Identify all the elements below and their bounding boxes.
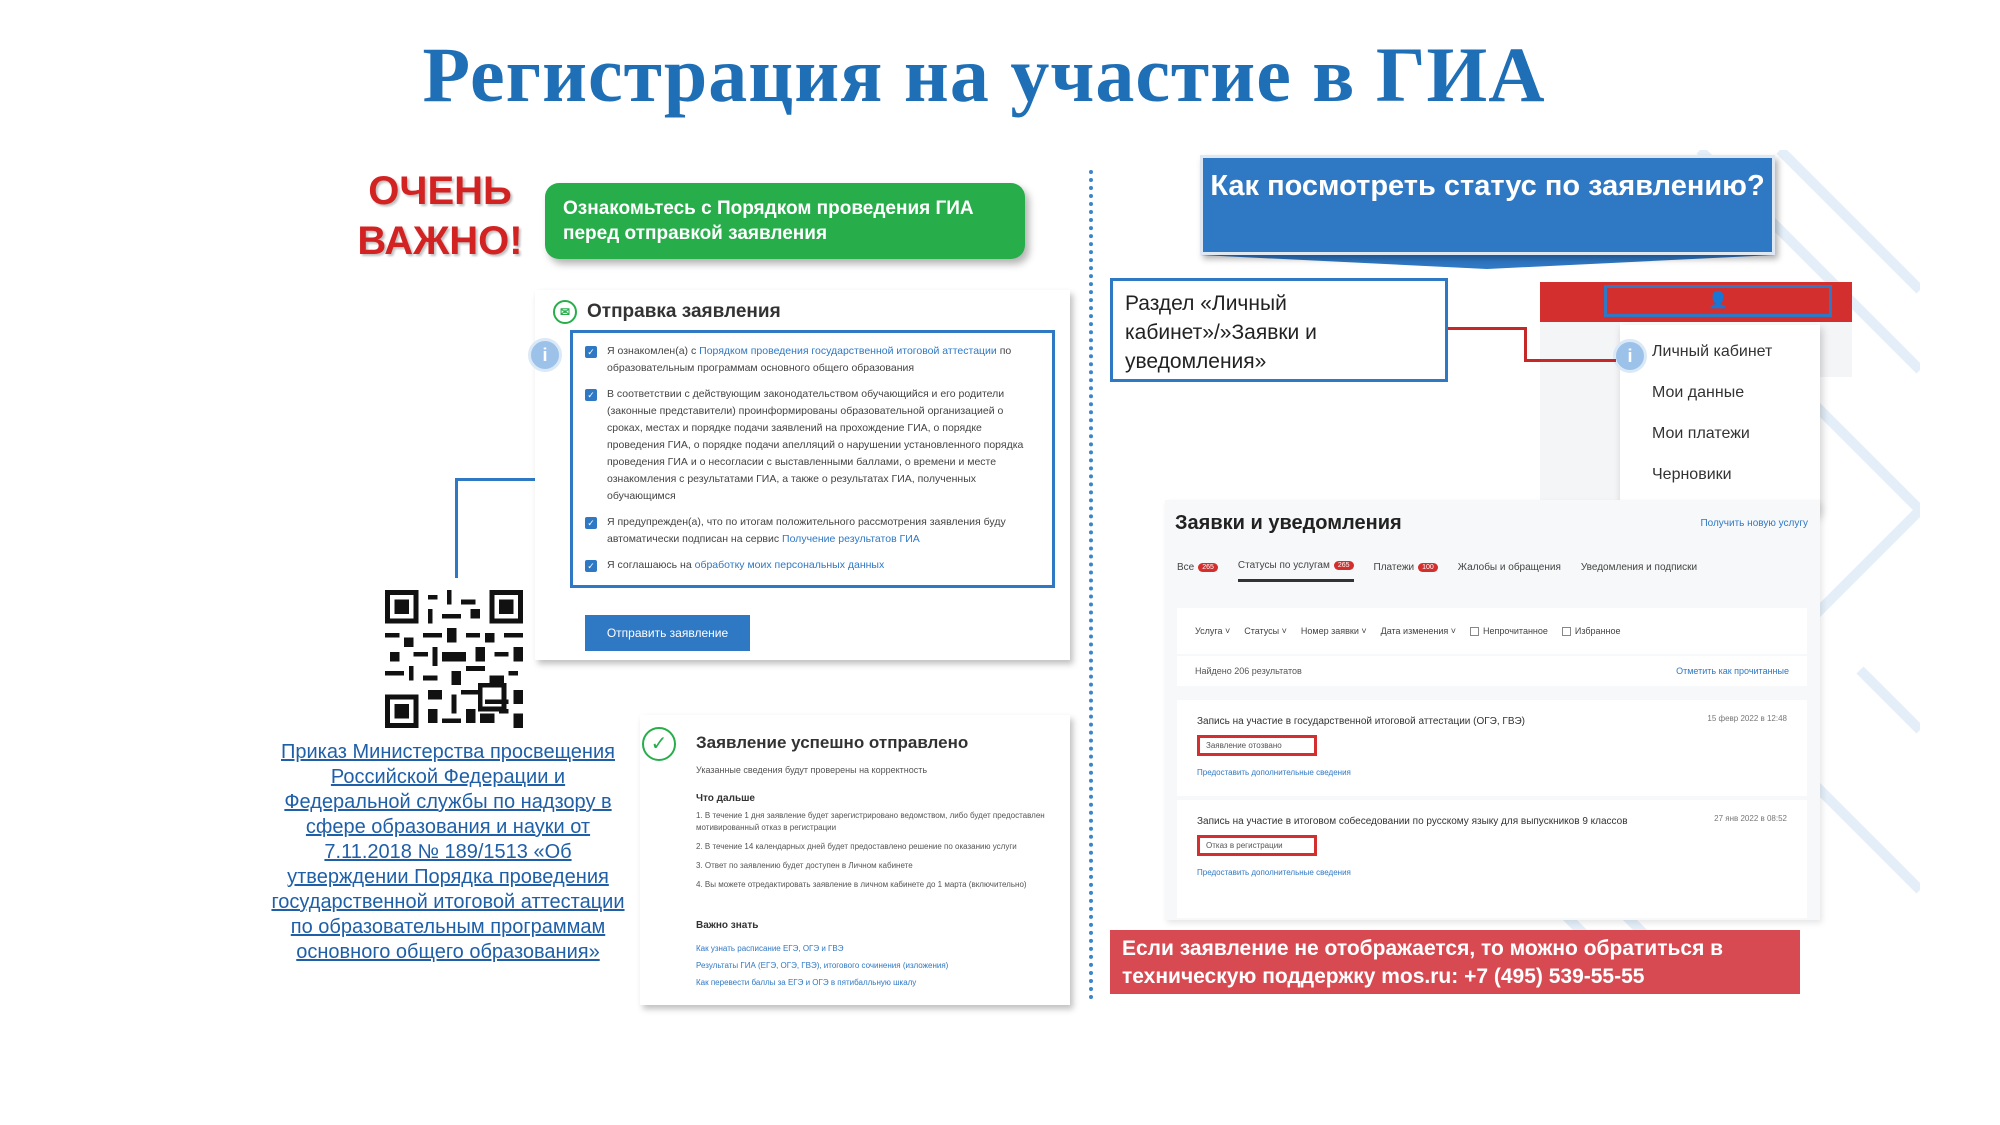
next-step: 1. В течение 1 дня заявление будет зарегистрировано ведомством, либо будет предоставлен мотивированный отказ в регистрации xyxy=(696,811,1045,832)
connector-line xyxy=(455,478,458,578)
info-link[interactable]: Как узнать расписание ЕГЭ, ОГЭ и ГВЭ xyxy=(696,944,844,953)
important-links xyxy=(696,940,948,991)
how-to-check-status-banner: Как посмотреть статус по заявлению? xyxy=(1200,155,1775,255)
checkbox-checked[interactable]: ✓ xyxy=(585,389,597,401)
what-next-heading: Что дальше xyxy=(696,793,755,804)
checkbox-checked[interactable]: ✓ xyxy=(585,346,597,358)
consent-item[interactable] xyxy=(585,557,1040,574)
info-link[interactable]: Результаты ГИА (ЕГЭ, ОГЭ, ГВЭ), итогового сочинения (изложения) xyxy=(696,961,949,970)
application-date: 27 янв 2022 в 08:52 xyxy=(1714,814,1787,823)
section-path-box: Раздел «Личный кабинет»/»Заявки и уведомления» xyxy=(1110,278,1448,382)
consent-item[interactable] xyxy=(585,386,1040,505)
consent-text: Я предупрежден(а), что по итогам положительного рассмотрения заявления буду автоматически подписан на сервис Получение результатов ГИА xyxy=(607,516,1006,545)
consent-text: В соответствии с действующим законодательством обучающийся и его родители (законные представители) проинформированы образовательной организацией о сроках, местах и порядке подачи заявлений на прохождение ГИА, о порядке проведения ГИА, о порядке подачи апелляций о нарушении установленного порядка проведения ГИА и о несогласии с выставленными баллами, о времени и месте ознакомления с результатами ГИА, а также о результатах ГИА, полученных обучающимся xyxy=(607,388,1024,502)
consent-text: Я ознакомлен(а) с Порядком проведения государственной итоговой аттестации по образовательным программам основного общего образования xyxy=(607,345,1012,374)
connector-line xyxy=(1448,327,1526,330)
slide-title: Регистрация на участие в ГИА xyxy=(422,31,1546,118)
tab-service-statuses[interactable]: Статусы по услугам 265 xyxy=(1238,560,1354,582)
application-date: 15 февр 2022 в 12:48 xyxy=(1707,714,1787,723)
connector-line xyxy=(1524,359,1616,362)
next-step: 4. Вы можете отредактировать заявление в личном кабинете до 1 марта (включительно) xyxy=(696,880,1027,889)
menu-item-drafts[interactable]: Черновики xyxy=(1652,466,1732,483)
read-procedure-banner: Ознакомьтесь с Порядком проведения ГИА перед отправкой заявления xyxy=(545,183,1025,259)
next-step: 2. В течение 14 календарных дней будет предоставлено решение по оказанию услуги xyxy=(696,842,1017,851)
application-card[interactable] xyxy=(1177,700,1807,796)
send-panel-title xyxy=(553,300,781,324)
applications-tabs xyxy=(1177,560,1697,582)
applications-panel xyxy=(1165,500,1820,920)
menu-item-personal-cabinet[interactable]: Личный кабинет xyxy=(1652,343,1773,360)
provide-info-link[interactable]: Предоставить дополнительные сведения xyxy=(1197,868,1351,877)
results-count-row xyxy=(1177,656,1807,686)
new-service-link[interactable]: Получить новую услугу xyxy=(1700,518,1808,529)
send-application-button[interactable]: Отправить заявление xyxy=(585,615,750,651)
menu-item-my-payments[interactable]: Мои платежи xyxy=(1652,425,1750,442)
connector-line xyxy=(1524,327,1527,361)
filter-favorite-checkbox[interactable]: Избранное xyxy=(1562,626,1621,636)
info-icon: i xyxy=(528,338,562,372)
personal-data-link[interactable]: обработку моих персональных данных xyxy=(694,559,885,571)
success-title: Заявление успешно отправлено xyxy=(696,733,969,752)
tab-complaints[interactable]: Жалобы и обращения xyxy=(1457,561,1561,573)
user-icon: 👤 xyxy=(1708,292,1728,309)
filter-status-dropdown[interactable]: Статусы ˅ xyxy=(1244,626,1287,636)
filter-date-dropdown[interactable]: Дата изменения ˅ xyxy=(1380,626,1457,636)
results-service-link[interactable]: Получение результатов ГИА xyxy=(782,533,920,545)
very-important-label xyxy=(340,166,540,266)
tab-all[interactable]: Все 265 xyxy=(1177,560,1218,582)
filter-number-dropdown[interactable]: Номер заявки ˅ xyxy=(1300,626,1367,636)
ministry-order-link[interactable]: Приказ Министерства просвещения Российской Федерации и Федеральной службы по надзору в сфере образования и науки от 7.11.2018 № 189/1513 «Об утверждении Порядка проведения государственной итоговой аттестации по образовательным программам основного общего образования» xyxy=(271,741,625,963)
count-badge: 265 xyxy=(1334,561,1354,570)
consent-text: Я соглашаюсь на обработку моих персональных данных xyxy=(607,559,885,571)
consent-item[interactable] xyxy=(585,514,1040,548)
info-icon: i xyxy=(1613,339,1647,373)
envelope-icon: ✉ xyxy=(553,300,577,324)
application-card[interactable] xyxy=(1177,800,1807,918)
menu-item-my-data[interactable]: Мои данные xyxy=(1652,384,1745,401)
mark-read-link[interactable]: Отметить как прочитанные xyxy=(1676,666,1789,676)
filter-row xyxy=(1177,608,1807,654)
qr-code[interactable] xyxy=(385,590,523,728)
filter-unread-checkbox[interactable]: Непрочитанное xyxy=(1470,626,1548,636)
important-heading: Важно знать xyxy=(696,920,759,931)
applications-title: Заявки и уведомления xyxy=(1175,512,1402,534)
procedure-link[interactable]: Порядком проведения государственной итоговой аттестации xyxy=(699,345,997,357)
next-steps-list xyxy=(696,810,1046,898)
checkbox-checked[interactable]: ✓ xyxy=(585,560,597,572)
tab-payments[interactable]: Платежи 100 xyxy=(1374,560,1438,582)
very-important-line1: ОЧЕНЬ xyxy=(368,169,512,213)
consent-box xyxy=(570,330,1055,588)
success-subtitle: Указанные сведения будут проверены на корректность xyxy=(696,765,928,775)
count-badge: 100 xyxy=(1418,563,1438,572)
checkmark-circle-icon: ✓ xyxy=(642,727,676,761)
application-title: Запись на участие в итоговом собеседовании по русскому языку для выпускников 9 классов xyxy=(1197,816,1628,827)
banner-arrow xyxy=(1200,255,1775,269)
consent-item[interactable] xyxy=(585,343,1040,377)
info-link[interactable]: Как перевести баллы за ЕГЭ и ОГЭ в пятибалльную шкалу xyxy=(696,978,917,987)
filter-service-dropdown[interactable]: Услуга ˅ xyxy=(1195,626,1231,636)
application-status: Отказ в регистрации xyxy=(1197,835,1317,856)
checkbox-checked[interactable]: ✓ xyxy=(585,517,597,529)
send-panel-title-text: Отправка заявления xyxy=(587,301,781,322)
section-divider xyxy=(1089,170,1093,1000)
page-background-block xyxy=(1820,322,1852,377)
next-step: 3. Ответ по заявлению будет доступен в Личном кабинете xyxy=(696,861,913,870)
support-banner: Если заявление не отображается, то можно обратиться в техническую поддержку mos.ru: +7 (495) 539-55-55 xyxy=(1110,930,1800,994)
send-application-panel xyxy=(535,290,1070,660)
provide-info-link[interactable]: Предоставить дополнительные сведения xyxy=(1197,768,1351,777)
application-title: Запись на участие в государственной итоговой аттестации (ОГЭ, ГВЭ) xyxy=(1197,716,1526,727)
page-background-block xyxy=(1540,322,1620,502)
application-status: Заявление отозвано xyxy=(1197,735,1317,756)
results-count: Найдено 206 результатов xyxy=(1195,666,1302,676)
user-account-button[interactable] xyxy=(1604,285,1832,317)
count-badge: 265 xyxy=(1198,563,1218,572)
account-dropdown-menu xyxy=(1620,325,1820,515)
success-panel xyxy=(640,715,1070,1005)
very-important-line2: ВАЖНО! xyxy=(357,219,523,263)
tab-notifications[interactable]: Уведомления и подписки xyxy=(1580,561,1698,573)
